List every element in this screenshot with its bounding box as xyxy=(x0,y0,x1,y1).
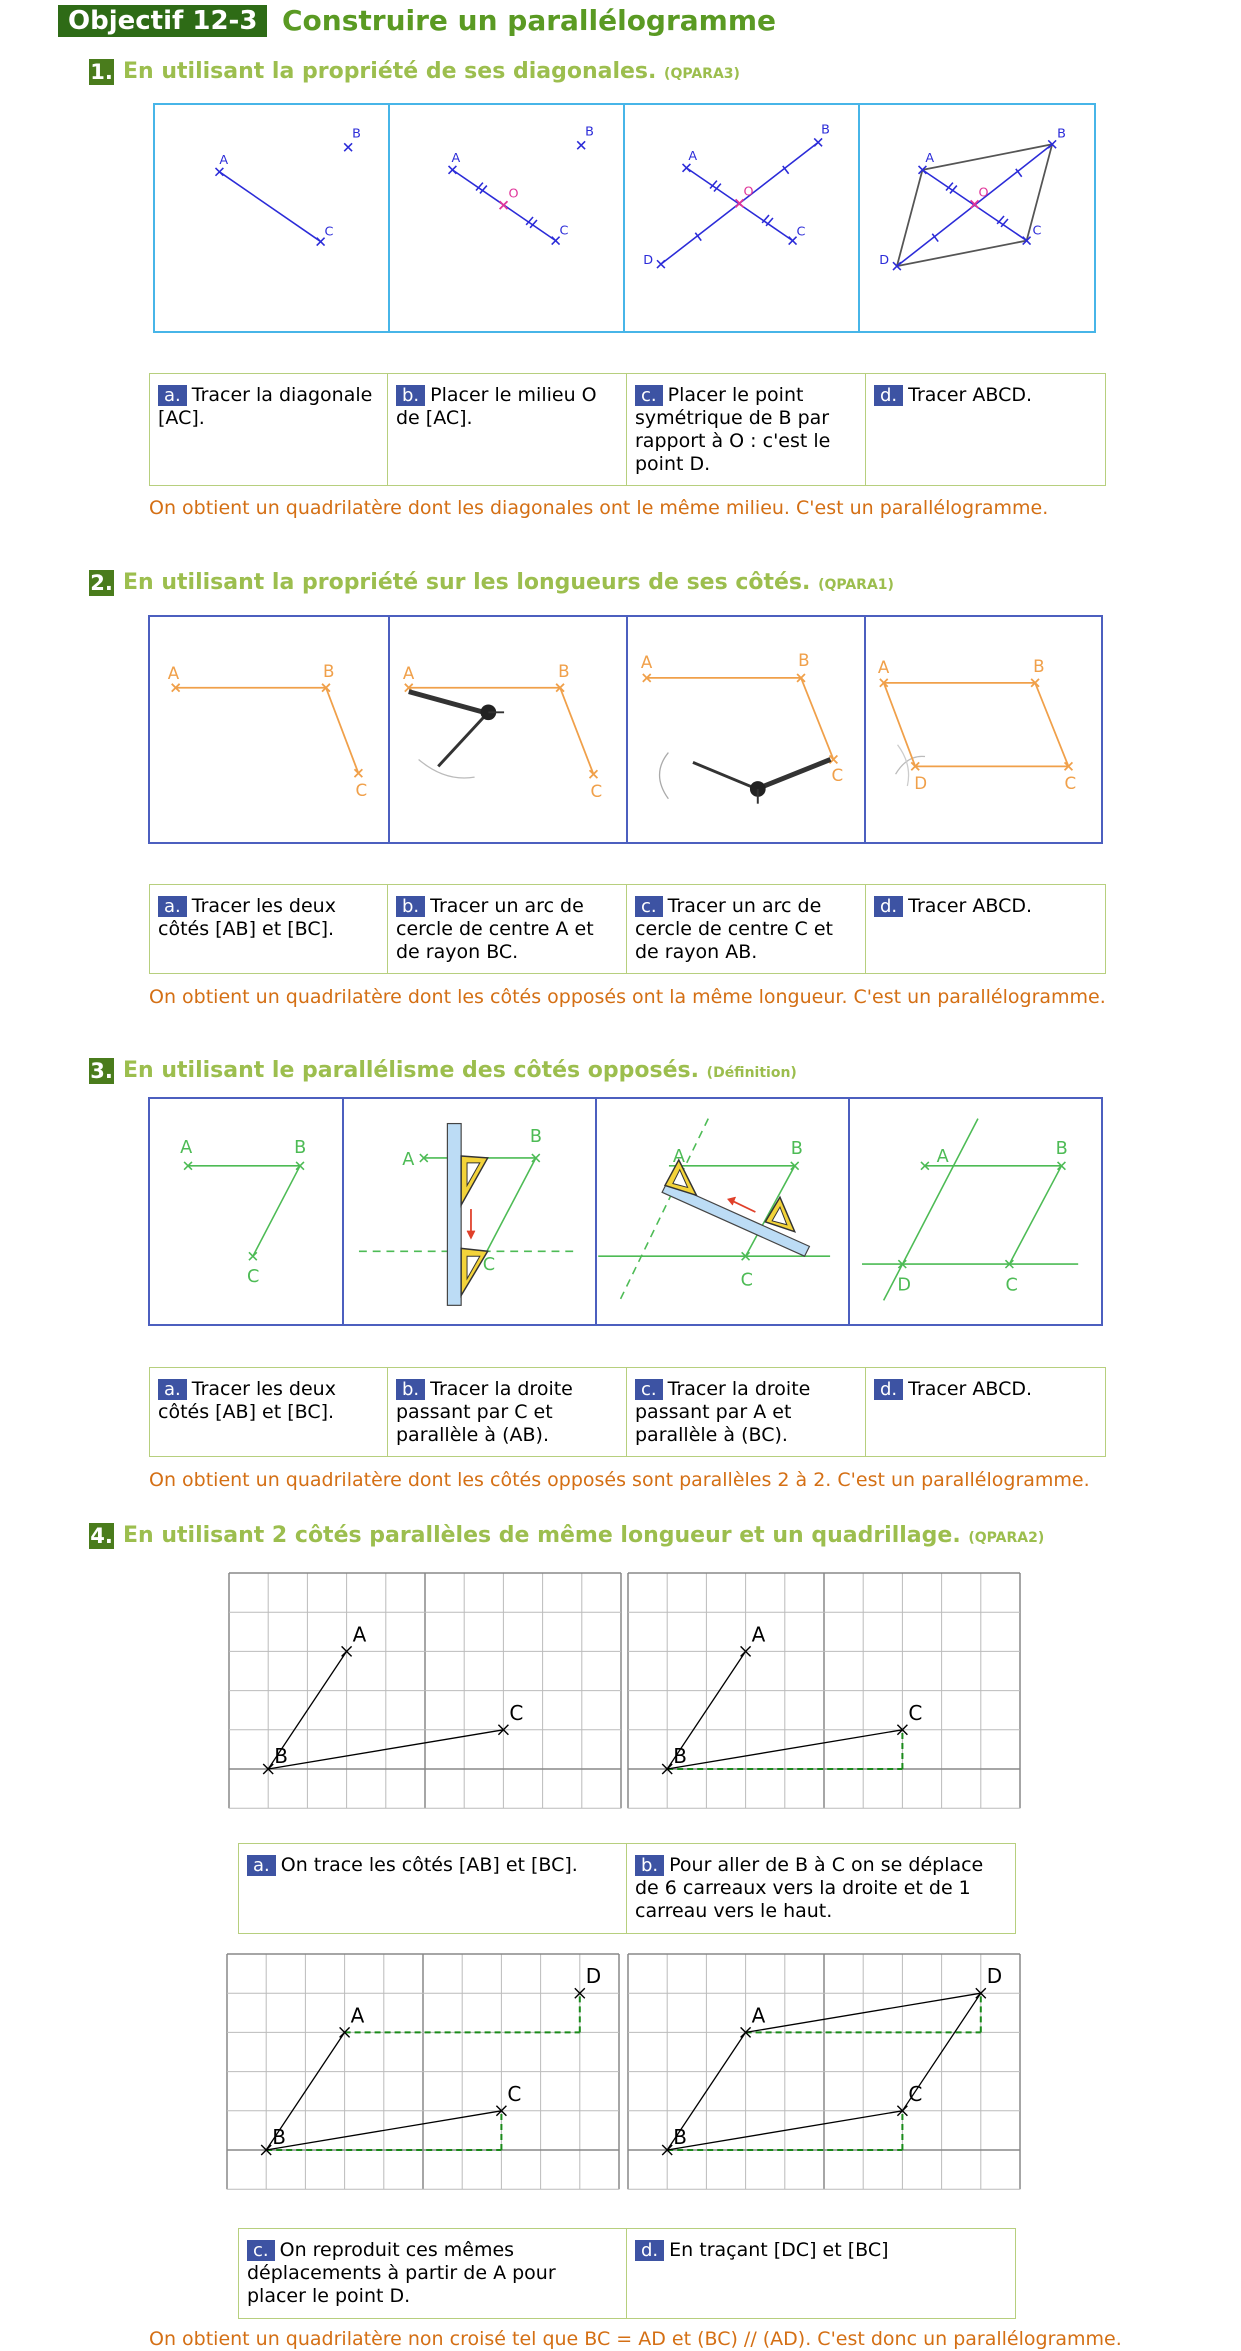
section-3-figure-d xyxy=(850,1099,1101,1324)
section-2-figures xyxy=(148,615,1103,844)
point-b-label: B xyxy=(798,650,810,671)
step-text: Tracer la diagonale [AC]. xyxy=(158,384,373,429)
arc-center-c-figure xyxy=(628,617,864,842)
section-1-steps xyxy=(149,373,1106,486)
step-text: Tracer ABCD. xyxy=(908,1378,1033,1400)
section-1-step-a xyxy=(150,374,388,485)
point-a-label: A xyxy=(751,1622,766,1647)
step-label: b. xyxy=(396,385,425,406)
point-d-label: D xyxy=(643,253,654,269)
section-3-figure-a xyxy=(150,1099,344,1324)
section-3-step-c xyxy=(627,1368,866,1456)
point-c-label: C xyxy=(246,1266,260,1287)
section-3-step-b xyxy=(388,1368,627,1456)
sides-ab-bc-figure xyxy=(150,617,388,842)
grid-figure-a xyxy=(228,1572,623,1809)
grid-figure-b xyxy=(627,1572,1022,1809)
section-4-step-c xyxy=(239,2229,627,2318)
step-text: Tracer un arc de cercle de centre A et de rayon BC. xyxy=(396,895,594,963)
section-1-step-c xyxy=(627,374,866,485)
point-b-label: B xyxy=(274,1744,288,1768)
point-c-label: C xyxy=(324,224,334,240)
section-4-title: En utilisant 2 côtés parallèles de même longueur et un quadrillage. xyxy=(123,1523,961,1548)
midpoint-o-figure xyxy=(390,105,623,331)
step-text: Tracer ABCD. xyxy=(908,384,1033,406)
step-label: b. xyxy=(635,1855,664,1876)
section-2-heading xyxy=(123,569,894,599)
point-a-label: A xyxy=(350,2003,365,2028)
point-c-label: C xyxy=(559,223,569,239)
section-2-tag: (QPARA1) xyxy=(818,577,894,593)
step-label: a. xyxy=(158,896,187,917)
section-2-number: 2. xyxy=(90,571,113,595)
section-1-figures xyxy=(153,103,1096,333)
section-1-tag: (QPARA3) xyxy=(664,66,740,82)
section-3-number: 3. xyxy=(90,1059,113,1083)
point-c-label: C xyxy=(908,2081,923,2106)
step-label: d. xyxy=(874,385,903,406)
section-2-step-b xyxy=(388,885,627,973)
step-text: Pour aller de B à C on se déplace de 6 carreaux vers la droite et de 1 carreau vers le haut. xyxy=(635,1854,984,1922)
point-b-label: B xyxy=(1055,1139,1068,1160)
point-c-label: C xyxy=(509,1700,524,1725)
step-text: Tracer la droite passant par A et parallèle à (BC). xyxy=(635,1378,811,1446)
section-3-tag: (Définition) xyxy=(706,1065,797,1081)
section-3-figure-b xyxy=(344,1099,597,1324)
point-b-label: B xyxy=(821,122,830,138)
step-text: Tracer ABCD. xyxy=(908,895,1033,917)
point-c-label: C xyxy=(590,780,603,801)
step-label: d. xyxy=(874,1379,903,1400)
grid-figure-d xyxy=(627,1953,1022,2190)
step-text: Placer le point symétrique de B par rapport à O : c'est le point D. xyxy=(635,384,831,475)
step-label: c. xyxy=(247,2240,275,2261)
section-1-figure-b xyxy=(390,105,625,331)
step-text: Tracer les deux côtés [AB] et [BC]. xyxy=(158,895,336,940)
point-a-label: A xyxy=(219,152,229,168)
parallelogram-abcd-figure xyxy=(850,1099,1101,1324)
step-text: Placer le milieu O de [AC]. xyxy=(396,384,597,429)
sides-ab-bc-figure xyxy=(150,1099,342,1324)
point-b-label: B xyxy=(673,2125,687,2149)
point-c-label: C xyxy=(355,779,368,800)
section-2-figure-a xyxy=(150,617,390,842)
section-1-conclusion: On obtient un quadrilatère dont les diagonales ont le même milieu. C'est un parallélogramme. xyxy=(149,497,1049,519)
point-d-label: D xyxy=(879,253,890,269)
point-c-label: C xyxy=(796,224,806,240)
step-label: c. xyxy=(635,1379,663,1400)
section-2-figure-c xyxy=(628,617,866,842)
step-label: d. xyxy=(635,2240,664,2261)
point-a-label: A xyxy=(451,150,461,166)
section-2-conclusion: On obtient un quadrilatère dont les côtés opposés ont la même longueur. C'est un parallélogramme. xyxy=(149,986,1106,1008)
point-b-label: B xyxy=(790,1139,803,1160)
point-a-label: A xyxy=(877,657,890,678)
objective-title: Construire un parallélogramme xyxy=(282,4,777,37)
section-1-title: En utilisant la propriété de ses diagonales. xyxy=(123,59,657,84)
section-3-heading xyxy=(123,1057,797,1087)
step-label: d. xyxy=(874,896,903,917)
step-text: On trace les côtés [AB] et [BC]. xyxy=(280,1854,578,1876)
parallel-through-a-figure xyxy=(597,1099,848,1324)
section-1-step-b xyxy=(388,374,627,485)
section-4-step-b xyxy=(627,1844,1015,1933)
point-c-label: C xyxy=(1032,223,1042,239)
parallel-through-c-figure xyxy=(344,1099,595,1324)
step-label: b. xyxy=(396,896,425,917)
section-4-conclusion: On obtient un quadrilatère non croisé tel que BC = AD et (BC) // (AD). C'est donc un parallélogramme. xyxy=(149,2328,1122,2350)
section-4-step-a xyxy=(239,1844,627,1933)
section-4-heading xyxy=(123,1522,1044,1552)
point-c-label: C xyxy=(1064,772,1077,793)
section-4-step-d xyxy=(627,2229,1015,2318)
section-1-figure-c xyxy=(625,105,860,331)
section-3-conclusion: On obtient un quadrilatère dont les côtés opposés sont parallèles 2 à 2. C'est un parallélogramme. xyxy=(149,1469,1090,1491)
section-2-step-c xyxy=(627,885,866,973)
symmetric-d-figure xyxy=(625,105,858,331)
section-2-steps xyxy=(149,884,1106,974)
section-4-number: 4. xyxy=(90,1524,113,1548)
point-b-label: B xyxy=(1033,656,1045,677)
point-o-label: O xyxy=(978,185,989,201)
point-b-label: B xyxy=(585,124,594,140)
step-label: c. xyxy=(635,896,663,917)
step-label: a. xyxy=(158,1379,187,1400)
parallelogram-abcd-figure xyxy=(860,105,1094,331)
section-4-steps-bottom xyxy=(238,2228,1016,2319)
point-c-label: C xyxy=(831,765,844,786)
point-a-label: A xyxy=(936,1146,949,1167)
section-1-number: 1. xyxy=(90,60,113,84)
section-3-title: En utilisant le parallélisme des côtés opposés. xyxy=(123,1058,699,1083)
point-b-label: B xyxy=(352,126,361,142)
arc-center-a-figure xyxy=(390,617,626,842)
point-b-label: B xyxy=(272,2125,286,2149)
section-4-tag: (QPARA2) xyxy=(968,1530,1045,1546)
point-b-label: B xyxy=(1057,126,1066,142)
step-label: a. xyxy=(158,385,187,406)
section-1-heading xyxy=(123,58,740,88)
section-3-steps xyxy=(149,1367,1106,1457)
point-d-label: D xyxy=(914,772,928,793)
section-2-step-d xyxy=(866,885,1105,973)
step-text: En traçant [DC] et [BC] xyxy=(669,2239,889,2261)
section-3-step-a xyxy=(150,1368,388,1456)
point-b-label: B xyxy=(529,1127,543,1148)
point-a-label: A xyxy=(925,150,935,166)
point-d-label: D xyxy=(986,1964,1003,1989)
objective-badge: Objectif 12-3 xyxy=(58,5,267,37)
step-label: c. xyxy=(635,385,663,406)
point-a-label: A xyxy=(180,1138,193,1159)
section-2-figure-d xyxy=(866,617,1101,842)
point-b-label: B xyxy=(558,660,570,681)
step-text: Tracer la droite passant par C et parallèle à (AB). xyxy=(396,1378,573,1446)
point-b-label: B xyxy=(673,1744,687,1768)
point-a-label: A xyxy=(167,662,180,683)
point-a-label: A xyxy=(640,652,653,673)
point-o-label: O xyxy=(508,186,519,202)
diagonal-ac-figure xyxy=(155,105,388,331)
section-2-title: En utilisant la propriété sur les longueurs de ses côtés. xyxy=(123,570,811,595)
point-c-label: C xyxy=(740,1270,754,1291)
section-1-figure-a xyxy=(155,105,390,331)
section-3-step-d xyxy=(866,1368,1105,1456)
section-2-step-a xyxy=(150,885,388,973)
point-b-label: B xyxy=(323,660,335,681)
section-2-figure-b xyxy=(390,617,628,842)
point-o-label: O xyxy=(743,184,754,200)
step-label: b. xyxy=(396,1379,425,1400)
point-a-label: A xyxy=(402,1149,415,1170)
step-text: Tracer les deux côtés [AB] et [BC]. xyxy=(158,1378,336,1423)
point-c-label: C xyxy=(482,1254,496,1275)
section-3-figures xyxy=(148,1097,1103,1326)
section-4-steps-top xyxy=(238,1843,1016,1934)
point-c-label: C xyxy=(507,2081,522,2106)
point-a-label: A xyxy=(751,2003,766,2028)
point-a-label: A xyxy=(352,1622,367,1647)
point-d-label: D xyxy=(585,1964,602,1989)
step-label: a. xyxy=(247,1855,276,1876)
point-c-label: C xyxy=(1005,1275,1018,1296)
point-d-label: D xyxy=(897,1275,911,1296)
grid-figure-c xyxy=(226,1953,621,2190)
point-b-label: B xyxy=(294,1138,307,1159)
step-text: Tracer un arc de cercle de centre C et de rayon AB. xyxy=(635,895,833,963)
point-c-label: C xyxy=(908,1700,923,1725)
section-1-figure-d xyxy=(860,105,1094,331)
step-text: On reproduit ces mêmes déplacements à partir de A pour placer le point D. xyxy=(247,2239,556,2307)
parallelogram-abcd-figure xyxy=(866,617,1101,842)
section-1-step-d xyxy=(866,374,1105,485)
point-a-label: A xyxy=(688,149,698,165)
point-a-label: A xyxy=(402,662,415,683)
point-a-label: A xyxy=(672,1146,685,1167)
section-3-figure-c xyxy=(597,1099,850,1324)
